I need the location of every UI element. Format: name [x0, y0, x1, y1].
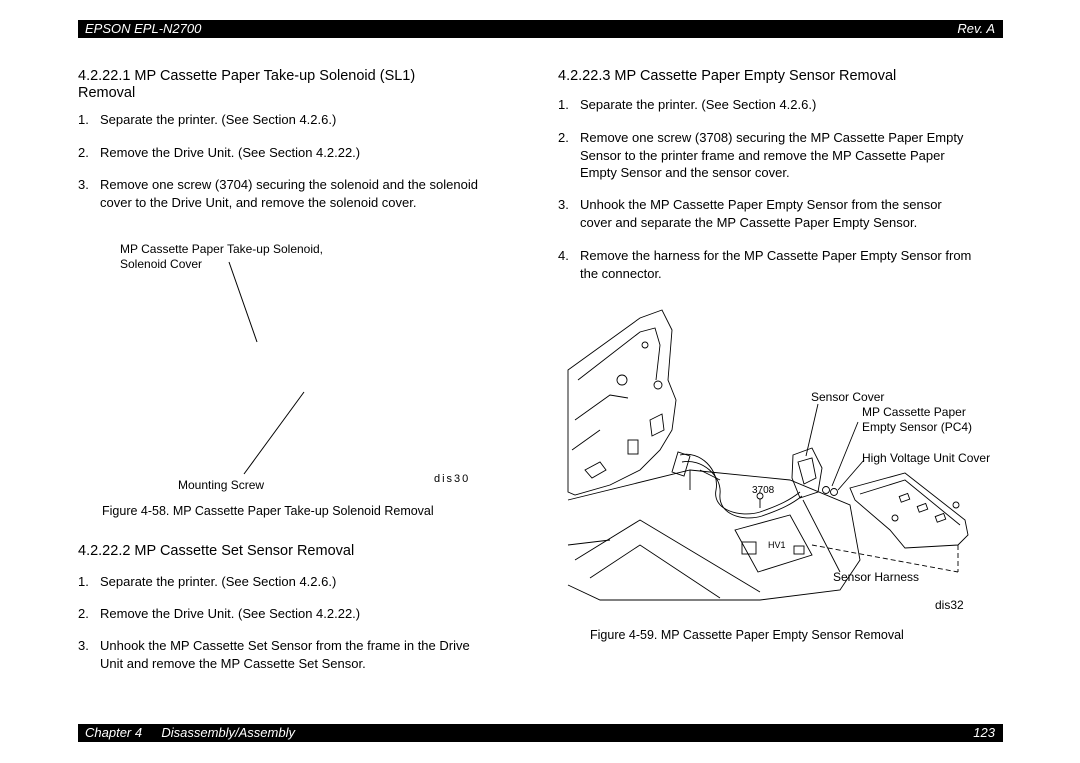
figure-caption: Figure 4-59. MP Cassette Paper Empty Sensor Removal: [590, 628, 904, 642]
figure-screw-number: 3708: [752, 485, 775, 496]
figure-callout-sensor-cover: Sensor Cover: [811, 390, 885, 404]
revision-label: Rev. A: [957, 21, 995, 36]
figure-callout-hv-cover: High Voltage Unit Cover: [862, 451, 991, 465]
page-footer: [78, 724, 1003, 742]
figure-tag: dis32: [935, 598, 964, 612]
footer-chapter: Chapter 4: [85, 725, 143, 740]
figure-board-label: HV1: [768, 540, 786, 550]
section-heading-4-2-22-2: 4.2.22.2 MP Cassette Set Sensor Removal: [78, 543, 355, 559]
page-number: 123: [973, 725, 995, 740]
footer-chapter-title: Disassembly/Assembly: [161, 725, 295, 740]
figure-callout-solenoid: MP Cassette Paper Take-up Solenoid, Solenoid Cover: [120, 242, 324, 271]
figure-callout-sensor-harness: Sensor Harness: [833, 570, 920, 584]
figure-caption: Figure 4-58. MP Cassette Paper Take-up Solenoid Removal: [102, 504, 434, 518]
figure-callout-mounting-screw: Mounting Screw: [178, 478, 265, 492]
figure-callout-sensor: MP Cassette Paper Empty Sensor (PC4): [862, 405, 973, 434]
document-title: EPSON EPL-N2700: [85, 21, 202, 36]
section-heading-4-2-22-3: 4.2.22.3 MP Cassette Paper Empty Sensor Removal: [558, 68, 897, 84]
figure-tag: dis30: [434, 473, 471, 485]
section-heading-4-2-22-1: 4.2.22.1 MP Cassette Paper Take-up Solenoid (SL1) Removal: [78, 68, 416, 101]
